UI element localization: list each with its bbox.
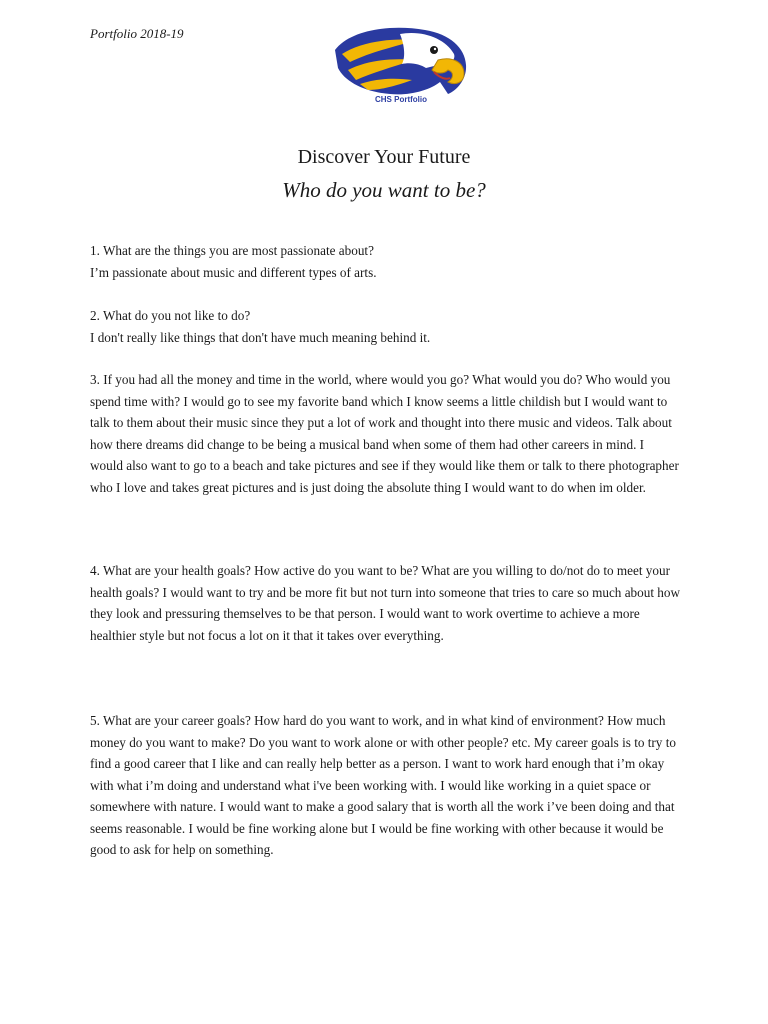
question-block-2 xyxy=(90,305,680,348)
question-answer-text: 5. What are your career goals? How hard do you want to work, and in what kind of environment? How much money do you want to make? Do you want to work alone or with other people? etc. My career goals is to try to find a good career that I like and can really help better as a person. I want to work hard enough that i’m okay with what i’m doing and understand what i've been working with. I would like working in a quiet space or somewhere with nature. I would want to make a good salary that is worth all the work i’ve been doing and that seems reasonable. I would be fine working alone but I would be fine working with other because it would be good to ask for help on something. xyxy=(90,713,676,857)
logo-caption: CHS Portfolio xyxy=(375,95,427,104)
page-title: Discover Your Future xyxy=(297,146,471,168)
question-text: 1. What are the things you are most passionate about? xyxy=(90,243,374,258)
page-subtitle: Who do you want to be? xyxy=(282,178,486,202)
answer-text: I’m passionate about music and different types of arts. xyxy=(90,264,377,280)
question-block-5 xyxy=(90,710,680,861)
question-block-4 xyxy=(90,560,680,646)
answer-text: I don't really like things that don't have much meaning behind it. xyxy=(90,329,431,345)
question-block-3 xyxy=(90,369,680,498)
portfolio-label: Portfolio 2018-19 xyxy=(90,26,184,41)
question-text: 2. What do you not like to do? xyxy=(90,308,251,323)
question-block-1 xyxy=(90,240,680,283)
question-answer-text: 3. If you had all the money and time in the world, where would you go? What would you do? Who would you spend time with? I would go to see my favorite band which I know seems a little childish but I would want to talk to them about their music since they put a lot of work and thought into there music and videos. Talk about how there dreams did change to be being a musical band when some of them had other careers in mind. I would also want to go to a beach and take pictures and see if they would like them or talk to there photographer who I love and takes great pictures and is just doing the absolute thing I would want to do when im older. xyxy=(90,372,679,495)
question-answer-text: 4. What are your health goals? How active do you want to be? What are you willing to do/not do to meet your health goals? I would want to try and be more fit but not turn into someone that tries to care so much about how they look and pressuring themselves to be that person. I would want to work overtime to achieve a more healthier style but not focus a lot on it that it takes over everything. xyxy=(90,563,681,643)
